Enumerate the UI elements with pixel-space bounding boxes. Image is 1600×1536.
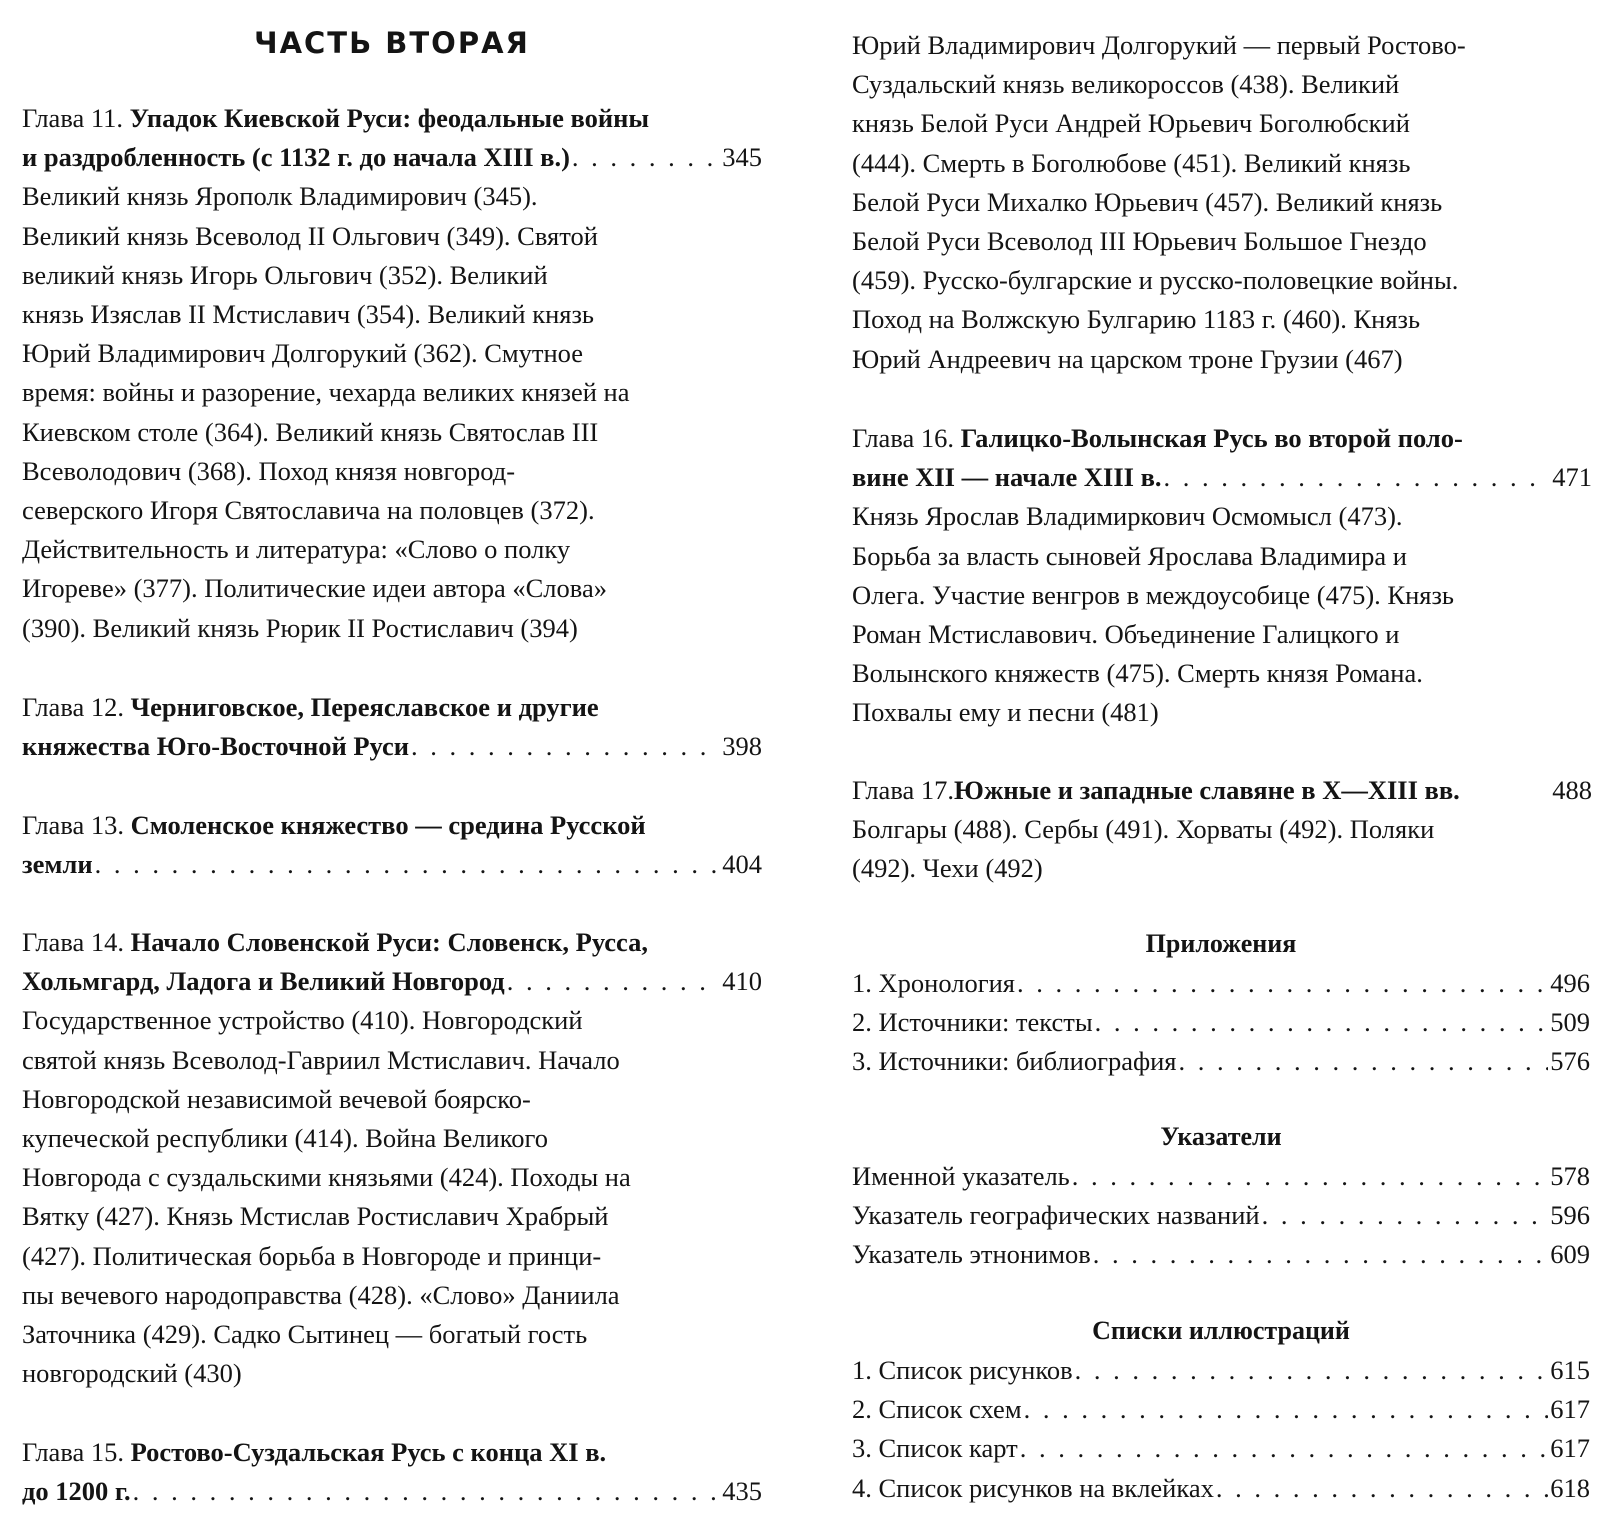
summary-line: (492). Чехи (492): [852, 853, 1043, 884]
chapter-15-heading-end: [22, 1472, 762, 1511]
chapter-16-page: 471: [1552, 462, 1592, 493]
summary-line: купеческой республики (414). Война Великого: [22, 1122, 548, 1153]
toc-entry: [852, 1042, 1590, 1081]
summary-line: (444). Смерть в Боголюбове (451). Великий князь: [852, 147, 1411, 178]
chapter-11-title: Упадок Киевской Руси: феодальные войны: [129, 103, 650, 133]
toc-entry: [852, 1469, 1590, 1508]
summary-line: Борьба за власть сыновей Ярослава Владимира и: [852, 540, 1407, 571]
chapter-16-prefix: Глава 16.: [852, 423, 961, 453]
appendices-title: Приложения: [1145, 929, 1297, 958]
chapter-11-title-cont: и раздробленность (с 1132 г. до начала XIII в.): [22, 142, 570, 173]
chapter-11-summary: [22, 177, 688, 647]
chapter-13-prefix: Глава 13.: [22, 810, 131, 840]
summary-line: Суздальский князь великороссов (438). Великий: [852, 69, 1400, 100]
toc-entry-label: 2. Список схем: [852, 1394, 1022, 1425]
summary-line: Государственное устройство (410). Новгородский: [22, 1005, 583, 1036]
chapter-12: [22, 688, 762, 766]
toc-entry-label: 2. Источники: тексты: [852, 1007, 1093, 1038]
summary-line: (390). Великий князь Рюрик II Ростиславич (394): [22, 612, 578, 643]
toc-entry-page: 509: [1550, 1007, 1590, 1038]
summary-line: новгородский (430): [22, 1358, 242, 1389]
summary-line: пы вечевого народоправства (428). «Слово» Даниила: [22, 1279, 620, 1310]
chapter-16-heading: [852, 419, 1592, 458]
chapter-13-heading: [22, 806, 762, 845]
summary-line: Великий князь Ярополк Владимирович (345).: [22, 181, 538, 212]
leader-dots: [1179, 1042, 1549, 1081]
chapter-15-title-cont: до 1200 г.: [22, 1476, 131, 1507]
chapter-13-page: 404: [722, 849, 762, 880]
leader-dots: [133, 1472, 721, 1511]
summary-line: Болгары (488). Сербы (491). Хорваты (492). Поляки: [852, 814, 1435, 845]
summary-line: Всеволодович (368). Поход князя новгород-: [22, 455, 516, 486]
toc-entry: [852, 1157, 1590, 1196]
leader-dots: [572, 138, 720, 177]
chapter-11-heading: [22, 99, 762, 138]
leader-dots: [1020, 1429, 1548, 1468]
leader-dots: [1024, 1390, 1549, 1429]
summary-line: князь Изяслав II Мстиславич (354). Великий князь: [22, 298, 595, 329]
summary-line: Олега. Участие венгров в междоусобице (475). Князь: [852, 579, 1455, 610]
toc-entry-label: Указатель географических названий: [852, 1200, 1260, 1231]
leader-dots: [1262, 1196, 1549, 1235]
summary-line: Юрий Андреевич на царском троне Грузии (467): [852, 343, 1403, 374]
summary-line: святой князь Всеволод-Гавриил Мстиславич. Начало: [22, 1044, 620, 1075]
leader-dots: [1093, 1235, 1548, 1274]
summary-line: время: войны и разорение, чехарда великих князей на: [22, 377, 630, 408]
leader-dots: [1095, 1003, 1549, 1042]
chapter-14-title-cont: Хольмгард, Ладога и Великий Новгород: [22, 966, 505, 997]
chapter-13-heading-end: [22, 845, 762, 884]
toc-entry-label: 1. Хронология: [852, 968, 1015, 998]
chapter-14-heading: [22, 923, 762, 962]
chapter-16-summary: [852, 497, 1526, 732]
chapter-13-title-cont: земли: [22, 849, 93, 880]
toc-entry-page: 615: [1550, 1355, 1590, 1385]
chapter-17-prefix: Глава 17.: [852, 775, 954, 805]
chapter-15-page: 435: [722, 1476, 762, 1507]
toc-entry: [852, 1390, 1590, 1429]
toc-entry: [852, 1429, 1590, 1468]
toc-entry-label: Именной указатель: [852, 1161, 1070, 1191]
chapter-17-heading: [852, 771, 1592, 810]
leader-dots: [507, 962, 721, 1001]
chapter-13: [22, 806, 762, 884]
chapter-14-prefix: Глава 14.: [22, 927, 131, 957]
summary-line: Юрий Владимирович Долгорукий (362). Смутное: [22, 338, 584, 369]
summary-line: Киевском столе (364). Великий князь Святослав III: [22, 416, 599, 447]
summary-line: князь Белой Руси Андрей Юрьевич Боголюбский: [852, 108, 1410, 139]
toc-entry-label: 3. Список карт: [852, 1433, 1018, 1464]
toc-entry: [852, 1003, 1590, 1042]
toc-entry-page: 496: [1550, 968, 1590, 998]
toc-entry-page: 609: [1550, 1239, 1590, 1270]
toc-entry-page: 618: [1550, 1472, 1590, 1503]
appendices-list: [852, 964, 1590, 1082]
summary-line: (427). Политическая борьба в Новгороде и принци-: [22, 1240, 602, 1271]
chapter-14-page: 410: [722, 966, 762, 997]
chapter-17-title: Южные и западные славяне в X—XIII вв.: [954, 775, 1460, 805]
toc-entry-label: 1. Список рисунков: [852, 1355, 1073, 1385]
chapter-12-title: Черниговское, Переяславское и другие: [130, 692, 599, 722]
leader-dots: [95, 845, 721, 884]
summary-line: Действительность и литература: «Слово о полку: [22, 534, 571, 565]
chapter-11-heading-end: [22, 138, 762, 177]
toc-entry-page: 617: [1550, 1433, 1590, 1464]
summary-line: Белой Руси Михалко Юрьевич (457). Великий князь: [852, 186, 1443, 217]
leader-dots: [1216, 1469, 1548, 1508]
summary-line: великий князь Игорь Ольгович (352). Великий: [22, 259, 548, 290]
toc-entry: [852, 964, 1590, 1003]
chapter-11-page: 345: [722, 142, 762, 173]
toc-entry: [852, 1235, 1590, 1274]
indexes-title: Указатели: [1160, 1122, 1282, 1151]
toc-entry-page: 596: [1550, 1200, 1590, 1231]
chapter-16-title: Галицко-Волынская Русь во второй поло-: [960, 423, 1463, 453]
chapter-12-heading: [22, 688, 762, 727]
chapter-17: [852, 771, 1592, 889]
toc-entry-label: 4. Список рисунков на вклейках: [852, 1472, 1214, 1503]
leader-dots: [1072, 1157, 1548, 1196]
chapter-12-prefix: Глава 12.: [22, 692, 131, 722]
summary-line: (459). Русско-булгарские и русско-половецкие войны.: [852, 265, 1459, 296]
illustrations-list: [852, 1351, 1590, 1508]
chapter-15-summary: [852, 26, 1526, 379]
chapter-12-title-cont: княжества Юго-Восточной Руси: [22, 731, 410, 762]
summary-line: Белой Руси Всеволод III Юрьевич Большое Гнездо: [852, 226, 1427, 257]
toc-entry-label: 3. Источники: библиография: [852, 1046, 1177, 1077]
chapter-16-heading-end: [852, 458, 1592, 497]
summary-line: Великий князь Всеволод II Ольгович (349). Святой: [22, 220, 598, 251]
toc-entry-page: 617: [1550, 1394, 1590, 1425]
chapter-12-page: 398: [722, 731, 762, 762]
leader-dots: [1075, 1351, 1549, 1390]
chapter-15-heading: [22, 1433, 762, 1472]
leader-dots: [1017, 964, 1548, 1003]
indexes-list: [852, 1157, 1590, 1275]
chapter-15-prefix: Глава 15.: [22, 1437, 131, 1467]
summary-line: северского Игоря Святославича на половцев (372).: [22, 495, 595, 525]
summary-line: Поход на Волжскую Булгарию 1183 г. (460). Князь: [852, 304, 1421, 335]
toc-entry-page: 578: [1550, 1161, 1590, 1191]
summary-line: Новгорода с суздальскими князьями (424). Походы на: [22, 1162, 631, 1193]
summary-line: Новгородской независимой вечевой боярско-: [22, 1083, 531, 1114]
chapter-15: [22, 1433, 762, 1511]
summary-line: Юрий Владимирович Долгорукий — первый Ростово-: [852, 30, 1466, 60]
toc-entry: [852, 1196, 1590, 1235]
chapter-12-heading-end: [22, 727, 762, 766]
chapter-14-title: Начало Словенской Руси: Словенск, Русса,: [130, 927, 649, 957]
leader-dots: [411, 727, 720, 766]
toc-entry-page: 576: [1550, 1046, 1590, 1077]
chapter-14-heading-end: [22, 962, 762, 1001]
summary-line: Вятку (427). Князь Мстислав Ростиславич Храбрый: [22, 1201, 609, 1232]
chapter-16: [852, 419, 1592, 733]
chapter-17-summary: [852, 810, 1526, 888]
part-title: ЧАСТЬ ВТОРАЯ: [254, 26, 530, 60]
chapter-17-page: 488: [1552, 775, 1592, 805]
summary-line: Князь Ярослав Владимиркович Осмомысл (473).: [852, 501, 1403, 532]
chapter-11: [22, 99, 762, 648]
chapter-14-summary: [22, 1001, 688, 1393]
chapter-16-title-cont: вине XII — начале XIII в.: [852, 462, 1162, 493]
toc-entry-label: Указатель этнонимов: [852, 1239, 1091, 1270]
summary-line: Роман Мстиславович. Объединение Галицкого и: [852, 618, 1400, 649]
leader-dots: [1164, 458, 1551, 497]
summary-line: Волынского княжеств (475). Смерть князя Романа.: [852, 658, 1423, 689]
summary-line: Заточника (429). Садко Сытинец — богатый гость: [22, 1319, 588, 1349]
summary-line: Игореве» (377). Политические идеи автора «Слова»: [22, 573, 607, 604]
chapter-11-prefix: Глава 11.: [22, 103, 130, 133]
summary-line: Похвалы ему и песни (481): [852, 697, 1159, 728]
toc-entry: [852, 1351, 1590, 1390]
chapter-14: [22, 923, 762, 1393]
illustrations-title: Списки иллюстраций: [1092, 1316, 1350, 1345]
chapter-13-title: Смоленское княжество — средина Русской: [130, 810, 646, 840]
chapter-15-title: Ростово-Суздальская Русь с конца XI в.: [130, 1437, 607, 1467]
